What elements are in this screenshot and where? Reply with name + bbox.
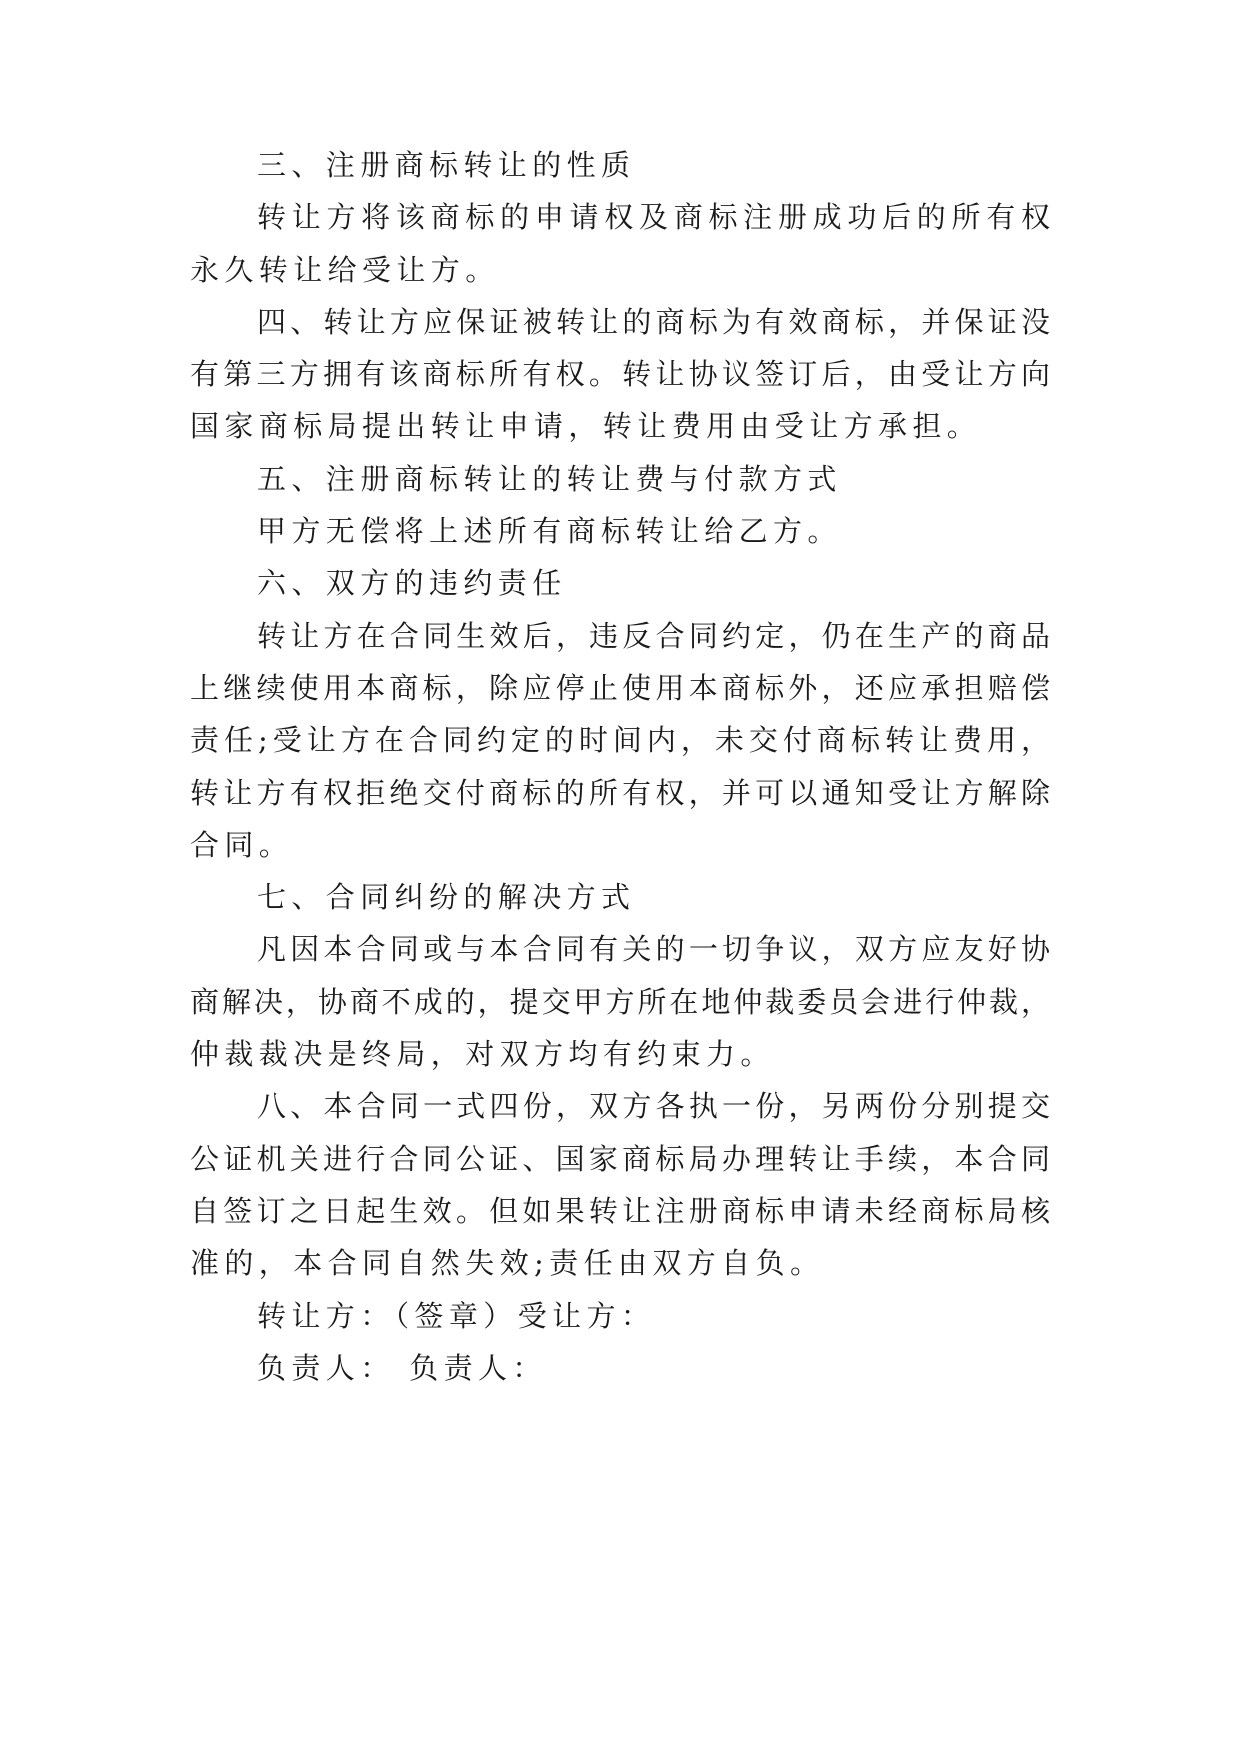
text-line: 八、本合同一式四份，双方各执一份，另两份分别提交	[257, 1089, 1055, 1124]
text-line: 甲方无偿将上述所有商标转让给乙方。	[257, 514, 842, 549]
paragraph	[190, 871, 1050, 923]
paragraph	[190, 505, 1050, 557]
text-line: 有第三方拥有该商标所有权。转让协议签订后，由受让方向	[190, 357, 1055, 392]
text-line: 七、合同纠纷的解决方式	[257, 880, 636, 915]
text-line: 转让方在合同生效后，违反合同约定，仍在生产的商品	[257, 618, 1055, 653]
text-line: 国家商标局提出转让申请，转让费用由受让方承担。	[190, 409, 982, 444]
paragraph	[190, 296, 1055, 453]
paragraph	[190, 1080, 1055, 1289]
text-line: 永久转让给受让方。	[190, 252, 500, 287]
text-line: 转让方：（签章）受让方：	[257, 1298, 656, 1333]
text-line: 责任;受让方在合同约定的时间内，未交付商标转让费用，	[190, 723, 1055, 758]
paragraph	[190, 453, 1050, 505]
text-line: 商解决，协商不成的，提交甲方所在地仲裁委员会进行仲裁，	[190, 984, 1053, 1019]
paragraph	[190, 923, 1055, 1080]
paragraph	[190, 1342, 1050, 1394]
text-line: 四、转让方应保证被转让的商标为有效商标，并保证没	[257, 304, 1055, 339]
paragraph	[190, 1290, 1050, 1342]
text-line: 上继续使用本商标，除应停止使用本商标外，还应承担赔偿	[190, 670, 1055, 705]
text-line: 三、注册商标转让的性质	[257, 148, 636, 182]
document-body	[190, 139, 1056, 1394]
paragraph	[190, 139, 1050, 191]
text-line: 六、双方的违约责任	[257, 566, 567, 601]
text-line: 转让方将该商标的申请权及商标注册成功后的所有权	[257, 200, 1056, 235]
text-line: 转让方有权拒绝交付商标的所有权，并可以通知受让方解除	[190, 775, 1055, 810]
text-line: 仲裁裁决是终局，对双方均有约束力。	[190, 1037, 775, 1072]
text-line: 公证机关进行合同公证、国家商标局办理转让手续，本合同	[190, 1141, 1055, 1176]
text-line: 五、注册商标转让的转让费与付款方式	[257, 461, 842, 496]
text-line: 凡因本合同或与本合同有关的一切争议，双方应友好协	[257, 932, 1055, 967]
paragraph	[190, 610, 1055, 871]
paragraph	[190, 557, 1050, 609]
paragraph	[190, 191, 1056, 296]
text-line: 负责人： 负责人：	[257, 1350, 547, 1385]
text-line: 准的，本合同自然失效;责任由双方自负。	[190, 1246, 825, 1281]
text-line: 自签订之日起生效。但如果转让注册商标申请未经商标局核	[190, 1193, 1055, 1228]
text-line: 合同。	[190, 827, 294, 862]
